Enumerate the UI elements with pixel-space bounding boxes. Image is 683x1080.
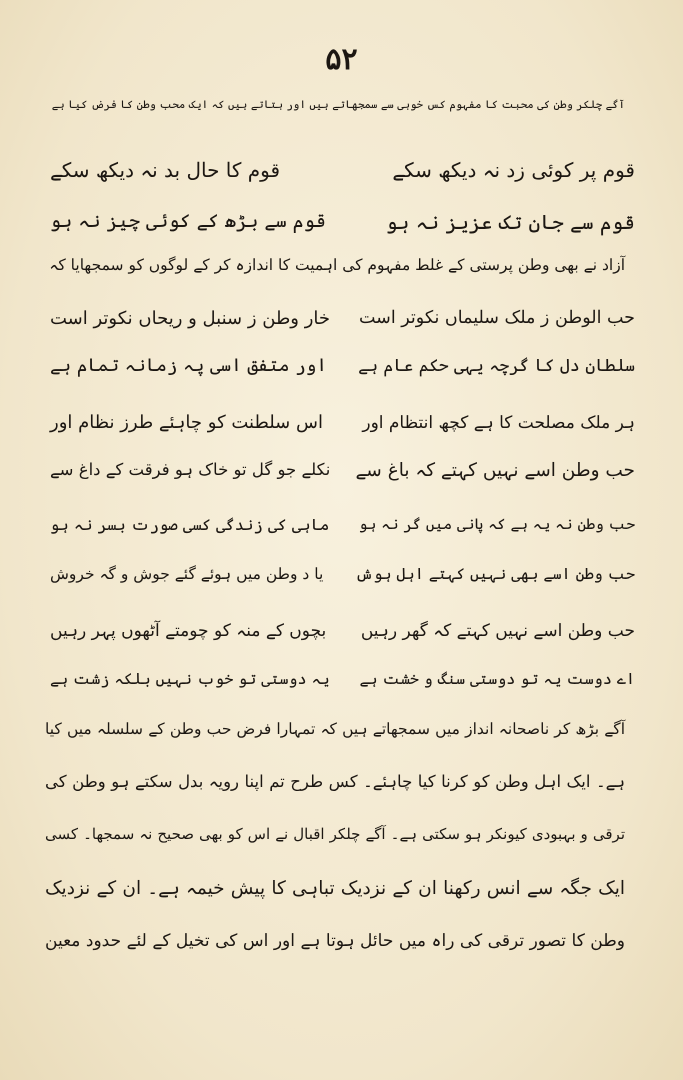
hemistich-first: قوم سے جان تک عزیز نہ ہو	[385, 210, 635, 234]
couplet	[50, 355, 635, 395]
closing-line: ایک جگہ سے انس رکھنا ان کے نزدیک تباہی کا پیش خیمہ ہے۔ ان کے نزدیک	[45, 878, 625, 899]
hemistich-first: قوم پر کوئی زد نہ دیکھ سکے	[392, 158, 635, 182]
hemistich-first: حب وطن اسے نہیں کہتے کہ گھر رہیں	[360, 621, 635, 641]
hemistich-second: قوم کا حال بد نہ دیکھ سکے	[50, 158, 281, 182]
couplet	[50, 460, 635, 500]
middle-paragraph: آزاد نے بھی وطن پرستی کے غلط مفہوم کی اہمیت کا اندازہ کر کے لوگوں کو سمجھایا کہ	[49, 256, 625, 274]
hemistich-first: حب وطن اسے نہیں کہتے کہ باغ سے	[355, 460, 635, 481]
hemistich-second: ماہی کی زندگی کسی صورت بسر نہ ہو	[50, 515, 330, 534]
hemistich-second: یہ دوستی تو خوب نہیں بلکہ زشت ہے	[50, 670, 330, 688]
hemistich-first: حب وطن اسے بھی نہیں کہتے اہل ہوش	[355, 565, 635, 583]
couplet	[50, 412, 635, 452]
hemistich-first: اے دوست یہ تو دوستی سنگ و خشت ہے	[359, 670, 635, 688]
couplet	[50, 210, 635, 250]
hemistich-second: نکلے جو گل تو خاک ہو فرقت کے داغ سے	[50, 460, 331, 479]
hemistich-second: خار وطن ز سنبل و ریحاں نکوتر است	[50, 308, 331, 329]
hemistich-first: سلطان دل کا گرچہ یہی حکم عام ہے	[358, 356, 635, 376]
couplet	[50, 515, 635, 555]
couplet	[50, 620, 635, 660]
closing-line: آگے بڑھ کر ناصحانہ انداز میں سمجھاتے ہیں کہ تمہارا فرض حب وطن کے سلسلہ میں کیا	[45, 720, 625, 738]
couplet	[50, 565, 635, 605]
couplet	[50, 670, 635, 710]
closing-line: ترقی و بہبودی کیونکر ہو سکتی ہے۔ آگے چلکر اقبال نے اس کو بھی صحیح نہ سمجھا۔ کسی	[45, 825, 625, 843]
hemistich-second: قوم سے بڑھ کے کوئی چیز نہ ہو	[50, 210, 327, 232]
couplet	[50, 308, 635, 348]
hemistich-first: حب وطن نہ یہ ہے کہ پانی میں گر نہ ہو	[358, 515, 635, 533]
hemistich-second: یا د وطن میں ہوئے گئے جوش و گہ خروش	[50, 565, 324, 583]
couplet	[50, 158, 635, 198]
hemistich-first: ہر ملک مصلحت کا ہے کچھ انتظام اور	[362, 413, 635, 433]
hemistich-second: اس سلطنت کو چاہئے طرز نظام اور	[50, 412, 323, 433]
hemistich-second: بچوں کے منہ کو چومتے آٹھوں پہر رہیں	[50, 621, 327, 641]
closing-line: وطن کا تصور ترقی کی راہ میں حائل ہوتا ہے اور اس کی تخیل کے لئے حدود معین	[45, 931, 625, 951]
hemistich-second: اور متفق اسی پہ زمانہ تمام ہے	[50, 355, 327, 376]
intro-paragraph: آگے چلکر وطن کی محبت کا مفہوم کس خوبی سے سمجھاتے ہیں اور بتاتے ہیں کہ ایک محب وطن کا فرض کیا ہے	[51, 98, 625, 111]
closing-line: ہے۔ ایک اہل وطن کو کرنا کیا چاہئے۔ کس طرح تم اپنا رویہ بدل سکتے ہو وطن کی	[45, 772, 625, 791]
page-number: ۵۲	[325, 42, 358, 77]
hemistich-first: حب الوطن ز ملک سلیماں نکوتر است	[359, 308, 635, 328]
